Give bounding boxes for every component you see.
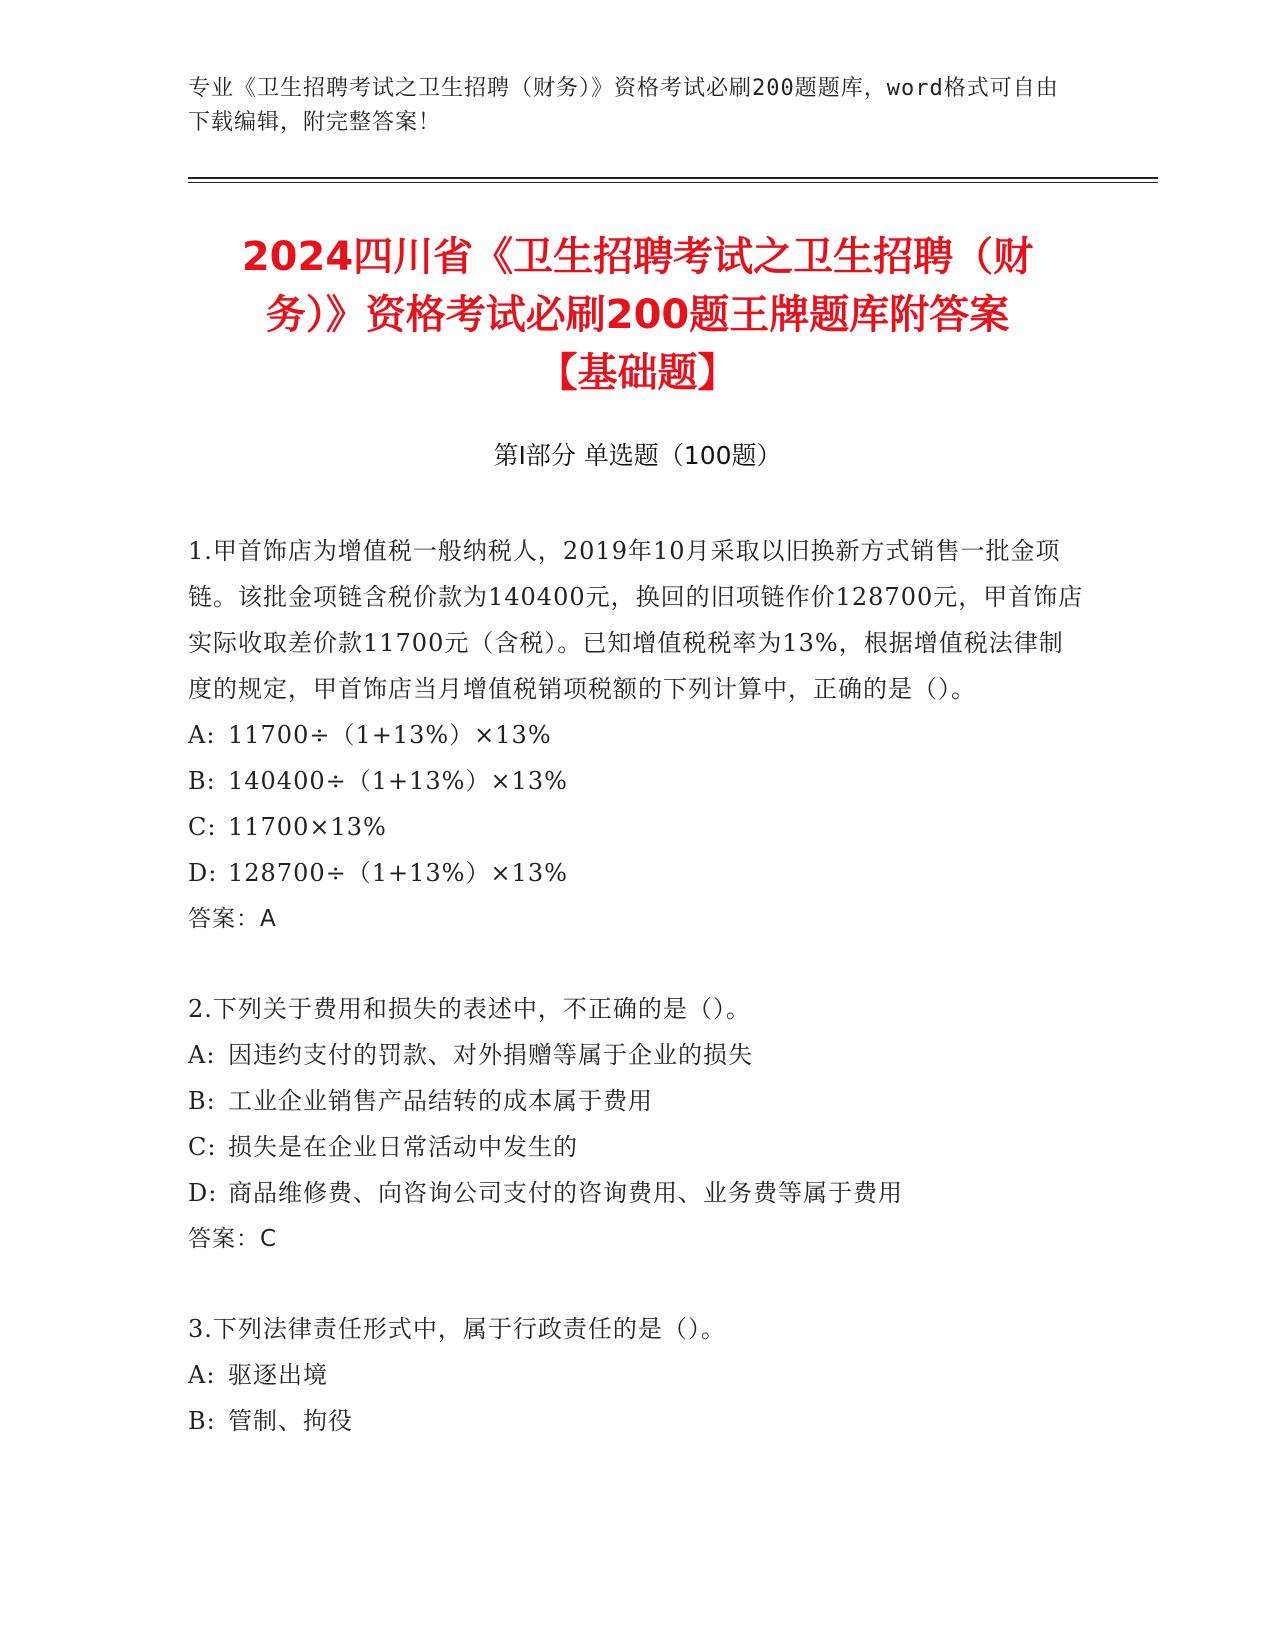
question-stem: 2.下列关于费用和损失的表述中，不正确的是（）。 [188,995,751,1023]
option-letter: D: [188,1179,218,1207]
option-text: 损失是在企业日常活动中发生的 [228,1133,578,1161]
title-line-3: 【基础题】 [537,350,738,396]
option-text: 驱逐出境 [228,1361,328,1389]
option-text: 11700÷（1+13%）×13% [228,721,552,749]
question-3 [188,1306,1088,1444]
option-letter: A: [188,1041,216,1069]
option-a [188,712,1088,758]
question-1 [188,528,1088,942]
question-2 [188,986,1088,1262]
option-letter: A: [188,721,216,749]
question-stem: 3.下列法律责任形式中，属于行政责任的是（）。 [188,1315,726,1343]
option-text: 因违约支付的罚款、对外捐赠等属于企业的损失 [228,1041,753,1069]
question-list [188,528,1088,1488]
option-letter: C: [188,813,217,841]
option-text: 128700÷（1+13%）×13% [228,859,568,887]
option-b [188,1078,1088,1124]
header-divider [188,177,1158,179]
option-d [188,850,1088,896]
option-letter: B: [188,767,216,795]
option-letter: C: [188,1133,217,1161]
option-b [188,1398,1088,1444]
option-a [188,1032,1088,1078]
option-letter: D: [188,859,218,887]
option-text: 11700×13% [228,813,387,841]
title-line-2: 务）》资格考试必刷200题王牌题库附答案 [265,292,1010,338]
section-title: 第I部分 单选题（100题） [493,441,782,470]
option-letter: B: [188,1407,216,1435]
option-text: 管制、拘役 [228,1407,353,1435]
answer-line: 答案：A [188,906,277,932]
option-text: 140400÷（1+13%）×13% [228,767,568,795]
option-text: 工业企业销售产品结转的成本属于费用 [228,1087,653,1115]
document-title [150,228,1125,402]
option-c [188,804,1088,850]
header-divider-thin [188,182,1158,183]
option-b [188,758,1088,804]
title-line-1: 2024四川省《卫生招聘考试之卫生招聘（财 [241,234,1034,280]
question-stem: 1.甲首饰店为增值税一般纳税人，2019年10月采取以旧换新方式销售一批金项链。该批金项链含税价款为140400元，换回的旧项链作价128700元，甲首饰店实际收取差价款11700元（含税）。已知增值税税率为13%，根据增值税法律制度的规定，甲首饰店当月增值税销项税额的下列计算中，正确的是（）。 [188,537,1084,703]
option-a [188,1352,1088,1398]
option-text: 商品维修费、向咨询公司支付的咨询费用、业务费等属于费用 [228,1179,903,1207]
header-note: 专业《卫生招聘考试之卫生招聘（财务）》资格考试必刷200题题库，word格式可自由下载编辑，附完整答案！ [188,76,1059,135]
answer-line: 答案：C [188,1226,278,1252]
option-c [188,1124,1088,1170]
option-d [188,1170,1088,1216]
option-letter: A: [188,1361,216,1389]
option-letter: B: [188,1087,216,1115]
